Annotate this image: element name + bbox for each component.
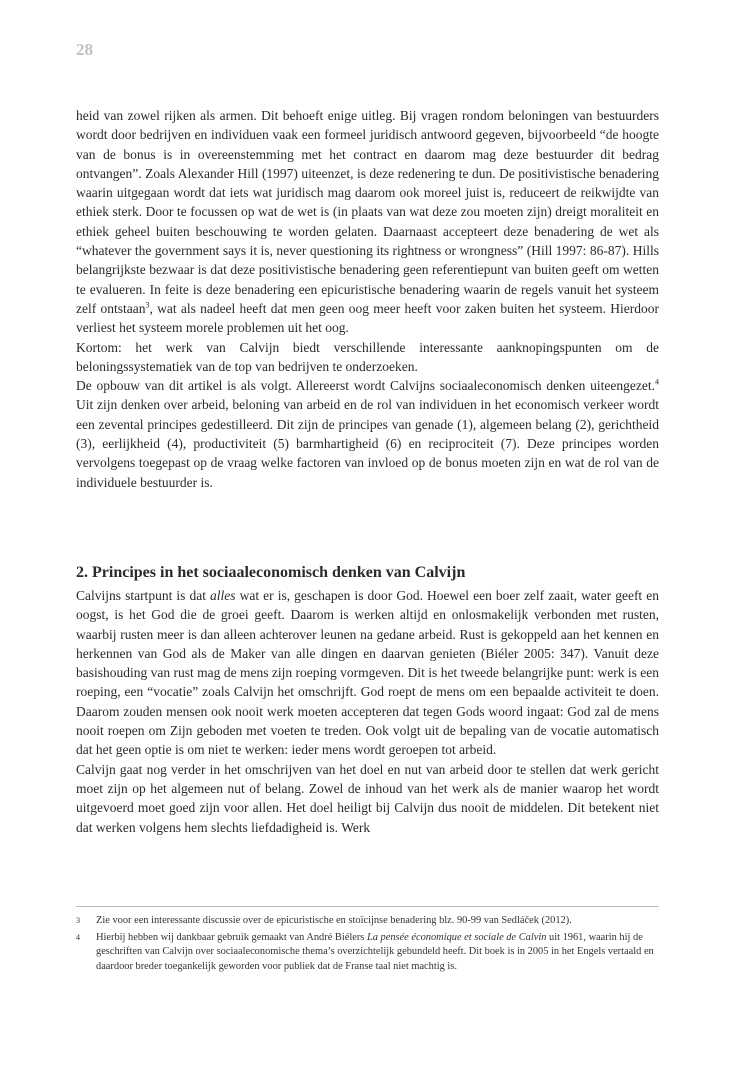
- footnote-number: 4: [76, 933, 80, 943]
- section-paragraph: Calvijns startpunt is dat alles wat er is, geschapen is door God. Hoewel een boer zelf zaait, water geeft en oogst, is het God die de groei geeft. Daarom is werken altijd en onlosmakelijk verbonden met rusten, waarbij rusten meer is dan alleen achterover leunen na gedane arbeid. Rust is gekoppeld aan het kennen en herkennen van God als de Maker van alle dingen en daarvan genieten (Biéler 2005: 347). Vanuit deze basishouding van rust mag de mens zijn roeping vormgeven. Dit is het tweede belangrijke punt: werk is een roeping, een “vocatie” zoals Calvijn het omschrijft. God roept de mens om een bepaalde activiteit te doen. Daarom zouden mensen ook nooit werk moeten accepteren dat tegen Gods woord ingaat: God zal de mens nooit roepen om Zijn geboden met voeten te treden. Ook volgt uit de bepaling van de vocatie automatisch dat het geen optie is om niet te werken: ieder mens wordt geroepen tot arbeid.: [76, 588, 659, 758]
- intro-paragraph: De opbouw van dit artikel is als volgt. Allereerst wordt Calvijns sociaaleconomisch denken uiteengezet.$^4$ Uit zijn denken over arbeid, beloning van arbeid en de rol van individuen in het economisch verkeer wordt een zevental principes gedestilleerd. Dit zijn de principes van genade (1), algemeen belang (2), gerichtheid (3), eerlijkheid (4), productiviteit (5) barmhartigheid (6) en reciprociteit (7). Deze principes worden vervolgens toegepast op de vraag welke factoren van invloed op de bonus moeten zijn en wat de rol van de individuele bestuurder is.: [76, 377, 659, 490]
- footnotes: [76, 914, 659, 977]
- footnote-ref: 3: [145, 300, 150, 310]
- section-heading: 2. Principes in het sociaaleconomisch denken van Calvijn: [76, 564, 466, 581]
- page-number: 28: [76, 40, 93, 59]
- section-paragraph: Calvijn gaat nog verder in het omschrijven van het doel en nut van arbeid door te stellen dat werk gericht moet zijn op het algemeen nut of belang. Zowel de inhoud van het werk als de manier waarop het wordt uitgevoerd moet goed zijn voor allen. Het doel heiligt bij Calvijn dus nooit de middelen. Dit betekent niet dat werken volgens hem slechts liefdadigheid is. Werk: [76, 761, 659, 835]
- footnote-divider: [76, 906, 659, 907]
- intro-paragraph: heid van zowel rijken als armen. Dit behoeft enige uitleg. Bij vragen rondom beloningen van bestuurders wordt door bedrijven en individuen vaak een formeel juridisch antwoord gegeven, bijvoorbeeld “de hoogte van de bonus is in overeenstemming met het contract en daarom mag deze bestuurder dit bedrag ontvangen”. Zoals Alexander Hill (1997) uiteenzet, is deze redenering te dun. De positivistische benadering waarin uitgegaan wordt dat iets wat juridisch mag daarom ook moreel juist is, reduceert de reikwijdte van ethiek sterk. Door te focussen op wat de wet is (in plaats van wat deze zou moeten zijn) dreigt moraliteit en ethiek geheel buiten beschouwing te worden gelaten. Daarnaast accepteert deze benadering de wet als “whatever the government says it is, never questioning its rightness or wrongness” (Hill 1997: 86-87). Hills belangrijkste bezwaar is dat deze positivistische benadering geen referentiepunt van buiten geeft om wetten te evalueren. In feite is deze benadering een epicuristische benadering waarin de regels vanuit het systeem zelf ontstaan$^3$, wat als nadeel heeft dat men geen oog meer heeft voor zaken buiten het systeem. Hierdoor verliest het systeem morele problemen uit het oog.: [76, 108, 659, 336]
- footnote: 3 Zie voor een interessante discussie over de epicuristische en stoïcijnse benadering blz. 90-99 van Sedláček (2012).: [76, 914, 659, 928]
- footnote-ref: 4: [655, 377, 659, 387]
- footnote: 4 Hierbij hebben wij dankbaar gebruik gemaakt van André Biélers La pensée économique et sociale de Calvin uit 1961, waarin hij de geschriften van Calvijn over sociaaleconomische thema’s overzichtelijk gebundeld heeft. Dit boek is in 2005 in het Engels vertaald en daardoor breder toegankelijk geworden voor publiek dat de Franse taal niet machtig is.: [76, 932, 654, 972]
- intro-body: [76, 106, 659, 492]
- intro-paragraph: Kortom: het werk van Calvijn biedt verschillende interessante aanknopingspunten om de beloningssystematiek van de top van bedrijven te onderzoeken.: [76, 339, 659, 374]
- footnote-number: 3: [76, 916, 80, 925]
- section-body: [76, 586, 659, 837]
